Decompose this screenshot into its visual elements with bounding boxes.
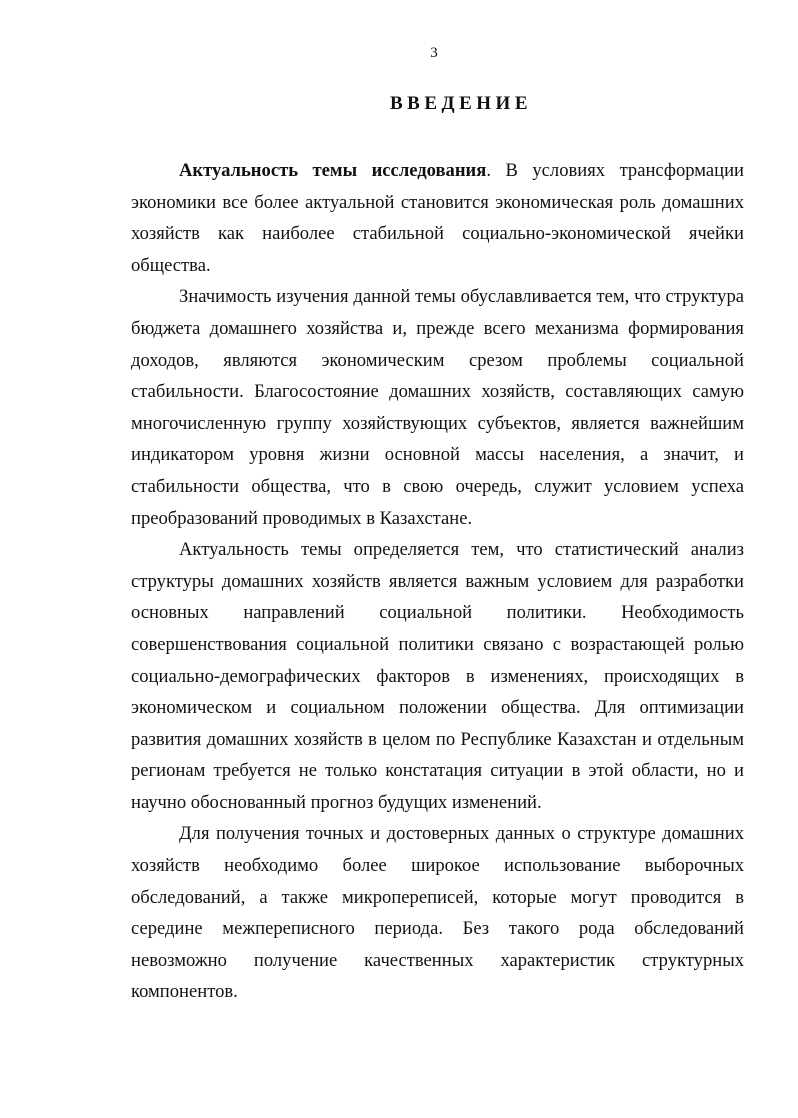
paragraph-significance: Значимость изучения данной темы обуславливается тем, что структура бюджета домашнего хозяйства и, прежде всего механизма формирования доходов, являются экономическим срезом проблемы социальной стабильности. Благосостояние домашних хозяйств, составляющих самую многочисленную группу хозяйствующих субъектов, является важнейшим индикатором уровня жизни основной массы населения, а значит, и стабильности общества, что в свою очередь, служит условием успеха преобразований проводимых в Казахстане. [131, 286, 744, 529]
page-number: 3 [430, 45, 438, 61]
paragraph-text: . В условиях трансформации экономики все более актуальной становится экономическая роль домашних хозяйств как наиболее стабильной социально-экономической ячейки общества. [131, 160, 745, 276]
paragraph-data-sources: Для получения точных и достоверных данных о структуре домашних хозяйств необходимо более широкое использование выборочных обследований, а также микропереписей, которые могут проводится в середине межпереписного периода. Без такого рода обследований невозможно получение качественных характеристик структурных компонентов. [131, 823, 744, 1003]
paragraph-lead: Актуальность темы исследования [179, 160, 487, 181]
paragraph-relevance [131, 155, 744, 281]
paragraph-analysis: Актуальность темы определяется тем, что статистический анализ структуры домашних хозяйств является важным условием для разработки основных направлений социальной политики. Необходимость совершенствования социальной политики связано с возрастающей ролью социально-демографических факторов в изменениях, происходящих в экономическом и социальном положении общества. Для оптимизации развития домашних хозяйств в целом по Республике Казахстан и отдельным регионам требуется не только констатация ситуации в этой области, но и научно обоснованный прогноз будущих изменений. [131, 539, 744, 813]
page-title: ВВЕДЕНИЕ [390, 93, 532, 114]
body-text [131, 155, 744, 1008]
